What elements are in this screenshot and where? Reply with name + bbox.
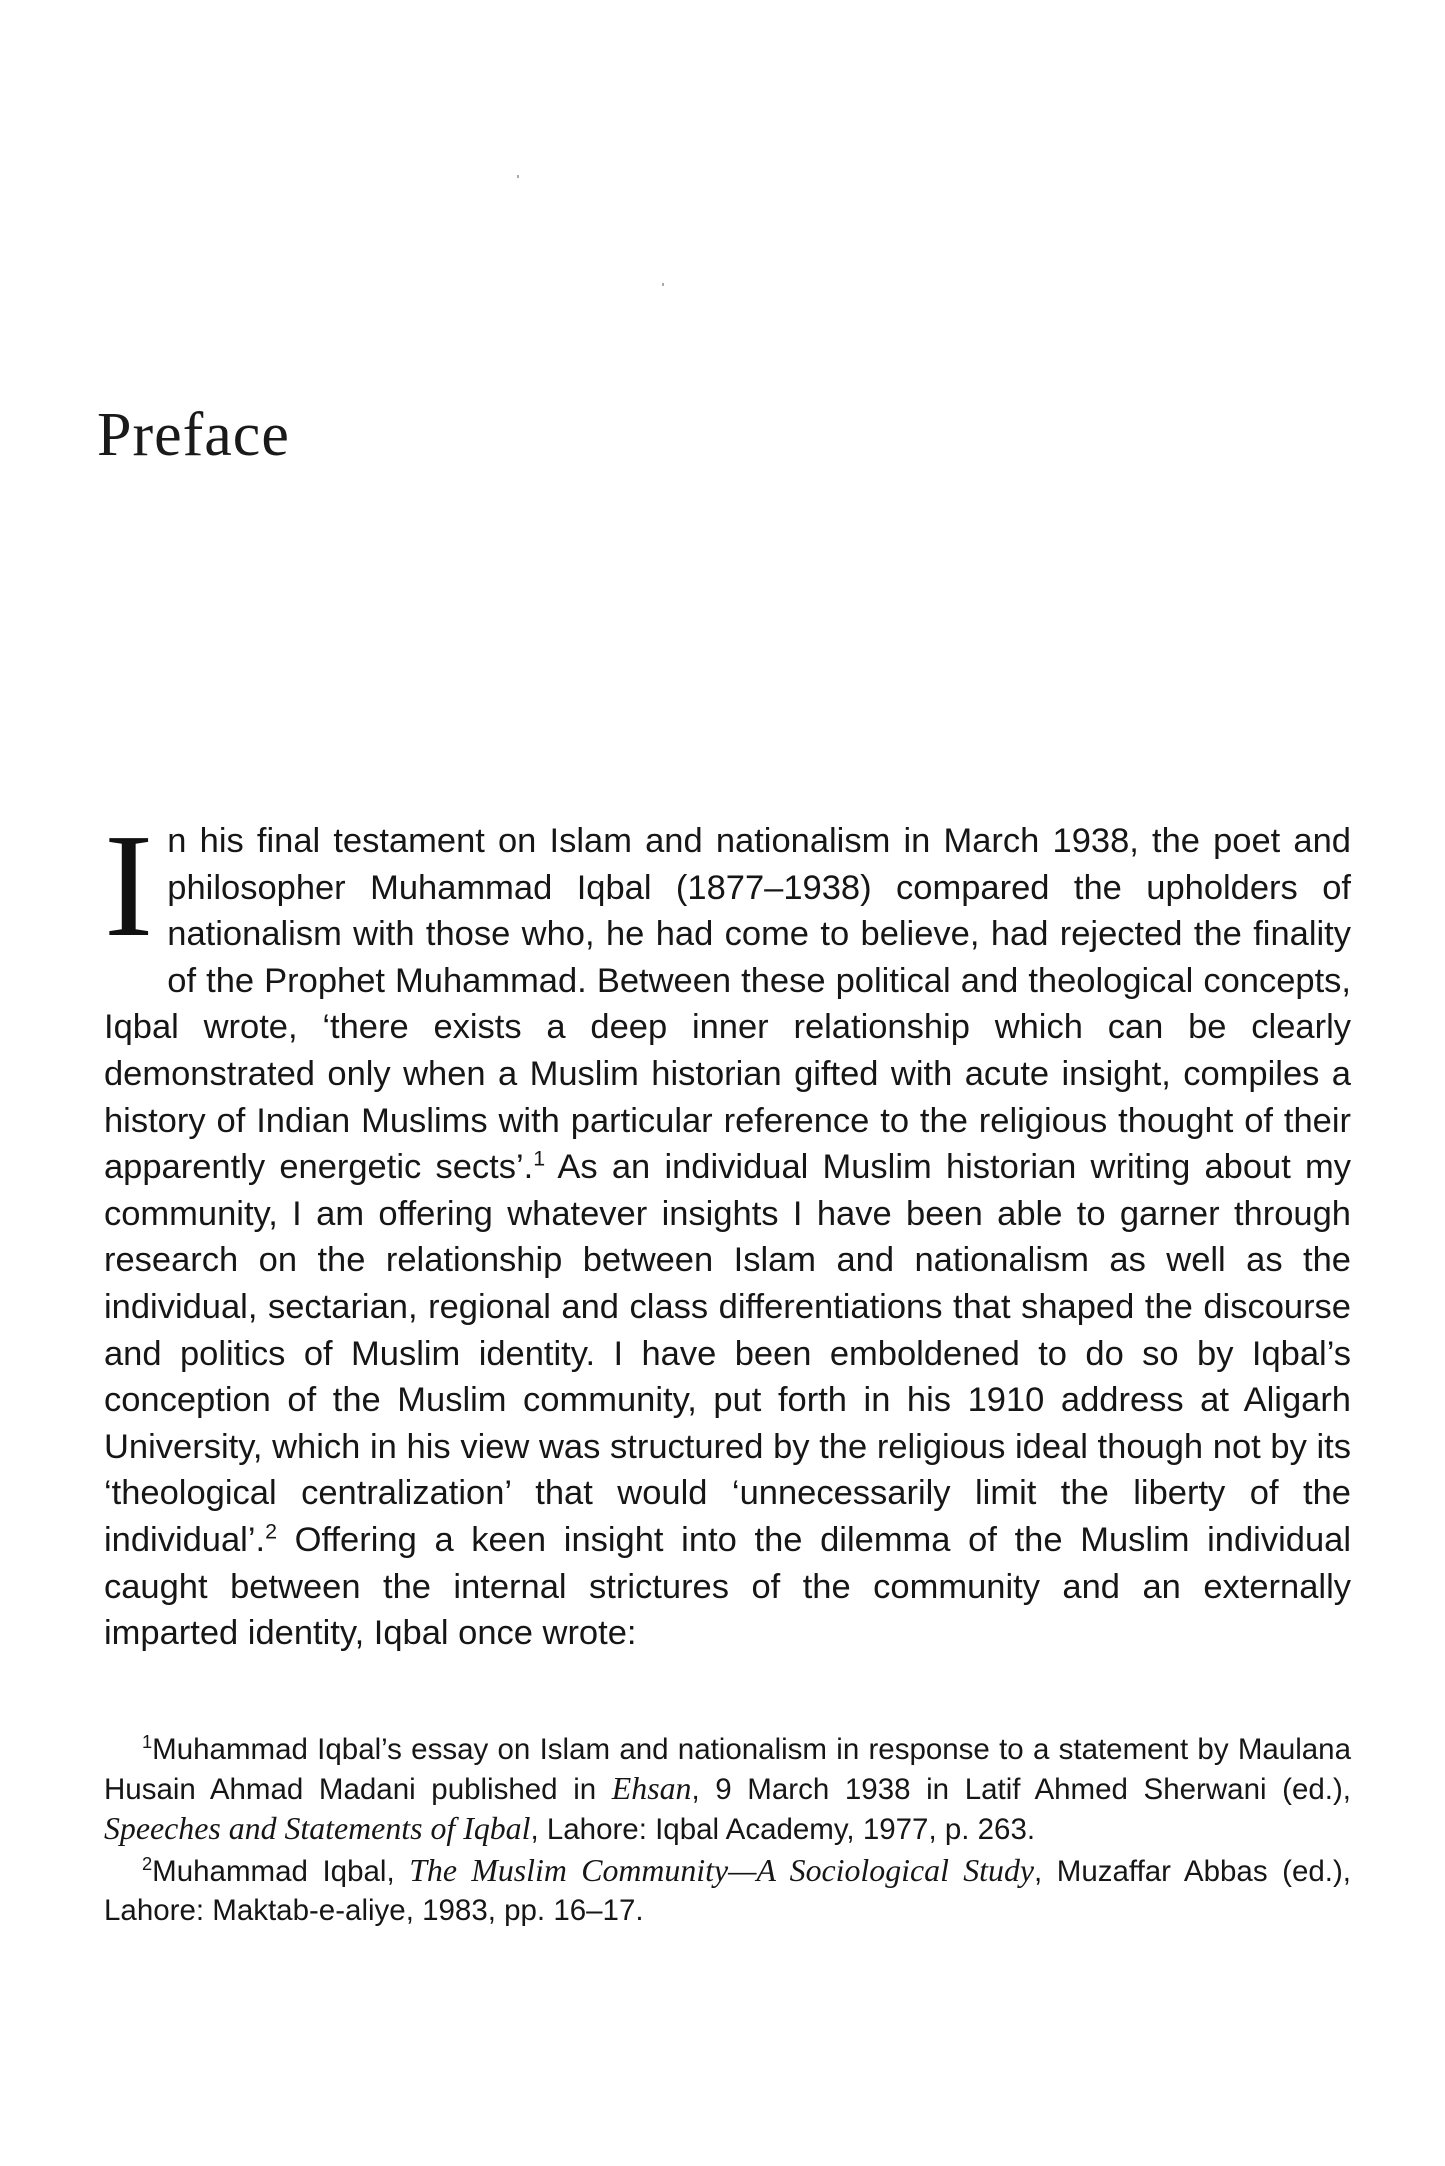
- body-text-part-2: As an individual Muslim historian writing about my community, I am offering whatever insights I have been able to garner through research on the relationship between Islam and nationalism as well as the individual, sectarian, regional and class differentiations that shaped the discourse and politics of Muslim identity. I have been emboldened to do so by Iqbal’s conception of the Muslim community, put forth in his 1910 address at Aligarh University, which in his view was structured by the religious ideal though not by its ‘theological centralization’ that would ‘unnecessarily limit the liberty of the individual’.: [104, 1148, 1351, 1559]
- footnotes: [104, 1730, 1351, 1930]
- body-text-part-1: n his final testament on Islam and nationalism in March 1938, the poet and philosopher Muhammad Iqbal (1877–1938) compared the upholders of nationalism with those who, he had come to believe, had rejected the finality of the Prophet Muhammad. Between these political and theological concepts, Iqbal wrote, ‘there exists a deep inner relationship which can be clearly demonstrated only when a Muslim historian gifted with acute insight, compiles a history of Indian Muslims with particular reference to the religious thought of their apparently energetic sects’.: [104, 822, 1351, 1187]
- footnote-ref-2: 2: [265, 1519, 277, 1544]
- footnote-italic-title: Speeches and Statements of Iqbal: [104, 1811, 531, 1846]
- scan-speck: [662, 283, 664, 286]
- footnote-1: [104, 1730, 1351, 1849]
- footnote-text: Muhammad Iqbal,: [152, 1855, 410, 1888]
- body-paragraph: [104, 804, 1351, 1657]
- chapter-title: Preface: [97, 401, 290, 469]
- footnote-text: , 9 March 1938 in Latif Ahmed Sherwani (ed.),: [691, 1773, 1352, 1806]
- footnote-ref-1: 1: [533, 1146, 546, 1171]
- scan-speck: [517, 175, 519, 178]
- footnote-marker: 1: [142, 1731, 153, 1753]
- footnote-italic-title: The Muslim Community—A Sociological Study: [409, 1853, 1035, 1888]
- drop-cap: I: [104, 804, 154, 968]
- body-text-part-3: Offering a keen insight into the dilemma of the Muslim individual caught between the internal strictures of the community and an externally imparted identity, Iqbal once wrote:: [104, 1520, 1351, 1653]
- footnote-text: , Muzaffar Abbas (ed.), Lahore: Maktab-e-aliye, 1983, pp. 16–17.: [104, 1855, 1351, 1927]
- footnote-text: , Lahore: Iqbal Academy, 1977, p. 263.: [530, 1813, 1036, 1846]
- footnote-marker: 2: [142, 1853, 153, 1875]
- footnote-text: Muhammad Iqbal’s essay on Islam and nationalism in response to a statement by Maulana Husain Ahmad Madani published in: [104, 1733, 1351, 1806]
- footnote-italic-source: Ehsan: [611, 1771, 692, 1806]
- footnote-2: [104, 1851, 1351, 1930]
